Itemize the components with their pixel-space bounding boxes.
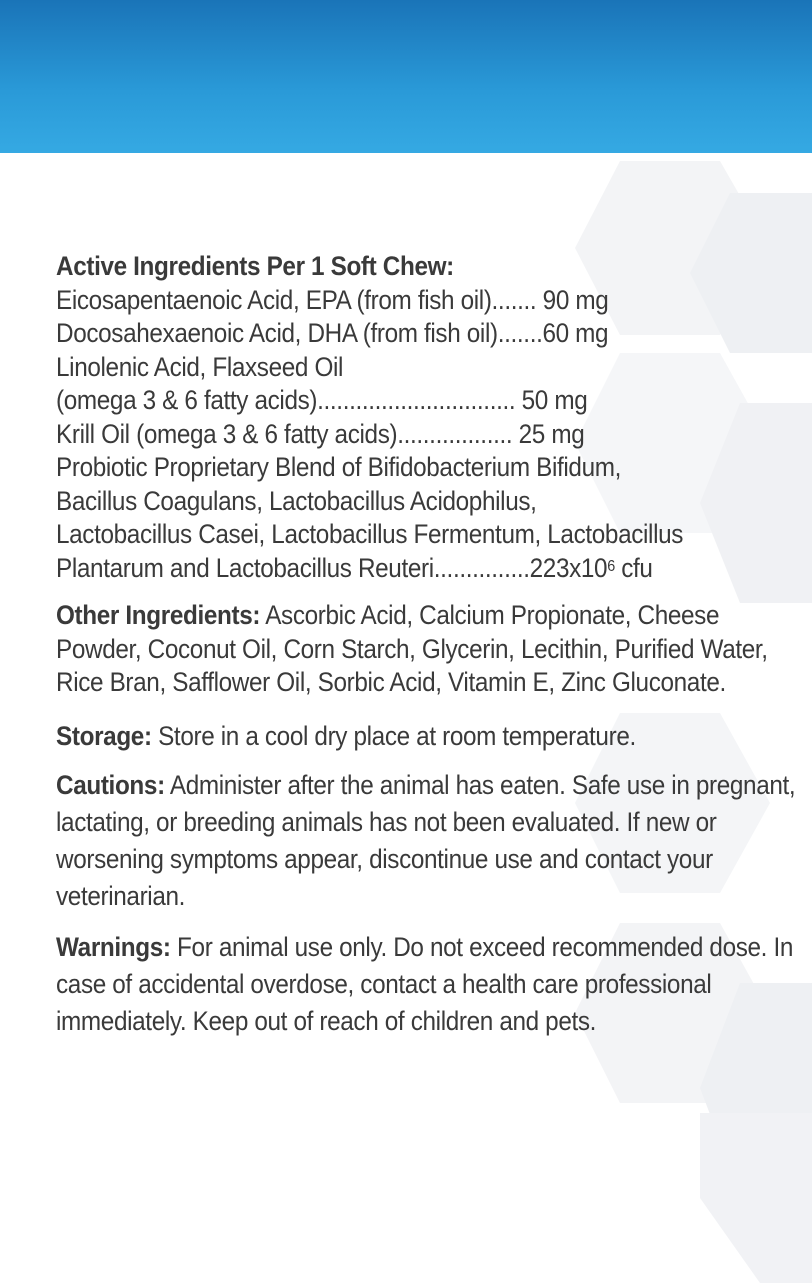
active-ingredients-heading: Active Ingredients Per 1 Soft Chew: — [56, 251, 454, 281]
label-content — [56, 250, 799, 1040]
ingredient-line: Krill Oil (omega 3 & 6 fatty acids).................. 25 mg — [56, 418, 585, 449]
cautions-label: Cautions: — [56, 770, 165, 800]
cautions-text: Administer after the animal has eaten. Safe use in pregnant, lactating, or breeding animals has not been evaluated. If new or worsening symptoms appear, discontinue use and contact your veterinarian. — [56, 770, 796, 911]
other-ingredients-text: Ascorbic Acid, Calcium Propionate, Cheese Powder, Coconut Oil, Corn Starch, Glycerin, Lecithin, Purified Water, Rice Bran, Safflower Oil, Sorbic Acid, Vitamin E, Zinc Gluconate. — [56, 600, 768, 697]
ingredient-line: (omega 3 & 6 fatty acids)............................... 50 mg — [56, 385, 588, 415]
warnings-label: Warnings: — [56, 932, 171, 962]
probiotic-line-text: Plantarum and Lactobacillus Reuteri...............223x10 — [56, 552, 608, 583]
ingredient-line: Lactobacillus Casei, Lactobacillus Fermentum, Lactobacillus — [56, 519, 684, 549]
other-ingredients-label: Other Ingredients: — [56, 600, 261, 630]
exponent: 6 — [607, 557, 615, 575]
ingredient-line-probiotic-amount — [56, 552, 799, 586]
unit-text: cfu — [614, 552, 653, 583]
hexagon-shape — [700, 1113, 812, 1283]
ingredient-line: Probiotic Proprietary Blend of Bifidobacterium Bifidum, — [56, 452, 622, 482]
storage-section — [56, 720, 799, 754]
ingredient-line: Bacillus Coagulans, Lactobacillus Acidophilus, — [56, 485, 537, 516]
ingredient-line: Eicosapentaenoic Acid, EPA (from fish oil)....... 90 mg — [56, 284, 609, 315]
ingredient-line: Linolenic Acid, Flaxseed Oil — [56, 351, 344, 382]
warnings-section — [56, 929, 799, 1040]
warnings-text: For animal use only. Do not exceed recommended dose. In case of accidental overdose, contact a health care professional immediately. Keep out of reach of children and pets. — [56, 932, 794, 1036]
other-ingredients-section — [56, 599, 799, 700]
ingredient-line: Docosahexaenoic Acid, DHA (from fish oil).......60 mg — [56, 318, 609, 348]
cautions-section — [56, 767, 799, 915]
header-band — [0, 0, 812, 153]
storage-label: Storage: — [56, 720, 152, 751]
storage-text: Store in a cool dry place at room temperature. — [151, 720, 636, 751]
